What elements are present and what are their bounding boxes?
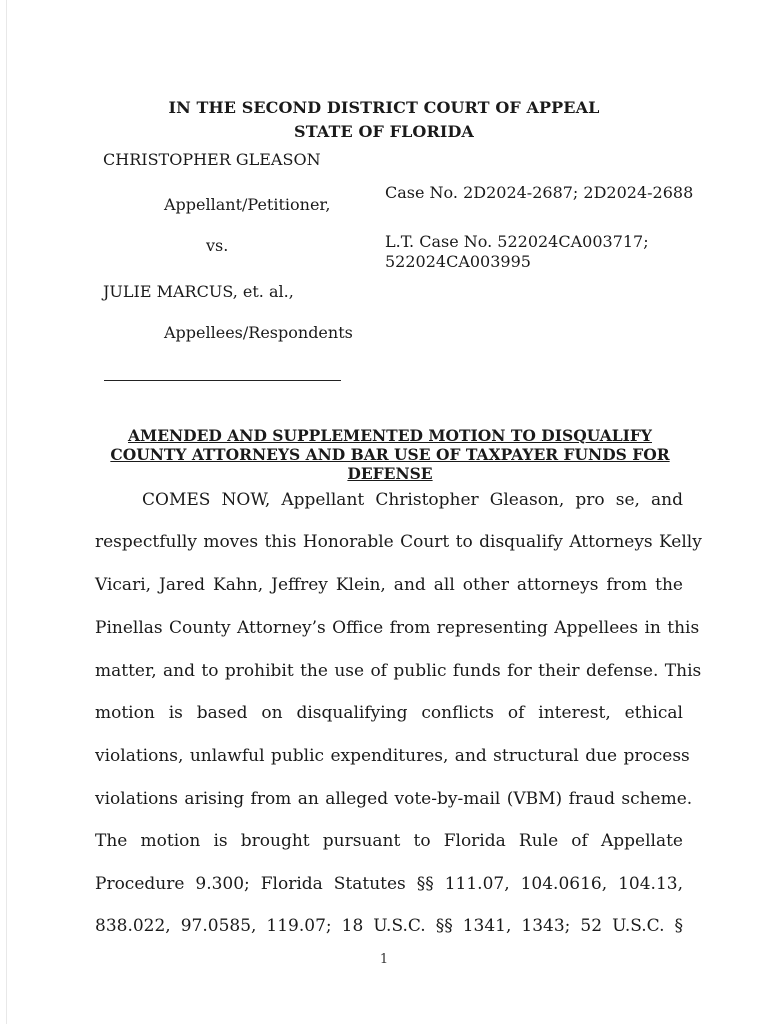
body-line: The motion is brought pursuant to Florida Rule of Appellate (95, 831, 683, 851)
body-line: COMES NOW, Appellant Christopher Gleason, pro se, and (142, 490, 683, 510)
body-line: Vicari, Jared Kahn, Jeffrey Klein, and all other attorneys from the (95, 575, 683, 595)
court-state: STATE OF FLORIDA (294, 122, 474, 141)
motion-title-line: DEFENSE (347, 464, 433, 483)
body-line: Pinellas County Attorney’s Office from representing Appellees in this (95, 618, 700, 638)
appellee-name: JULIE MARCUS, et. al., (103, 282, 294, 301)
motion-title-line: AMENDED AND SUPPLEMENTED MOTION TO DISQUALIFY (128, 426, 652, 445)
caption-divider (104, 380, 341, 381)
body-line: violations arising from an alleged vote-by-mail (VBM) fraud scheme. (95, 789, 693, 809)
body-line: Procedure 9.300; Florida Statutes §§ 111.07, 104.0616, 104.13, (95, 874, 683, 894)
appellant-name: CHRISTOPHER GLEASON (103, 150, 321, 169)
scan-edge (6, 0, 7, 1024)
body-line: respectfully moves this Honorable Court to disqualify Attorneys Kelly (95, 532, 702, 552)
body-line: 838.022, 97.0585, 119.07; 18 U.S.C. §§ 1341, 1343; 52 U.S.C. § (95, 916, 683, 936)
body-line: matter, and to prohibit the use of public funds for their defense. This (95, 661, 702, 681)
case-number: Case No. 2D2024-2687; 2D2024-2688 (385, 183, 694, 202)
appellee-role: Appellees/Respondents (164, 323, 353, 342)
motion-title-line: COUNTY ATTORNEYS AND BAR USE OF TAXPAYER FUNDS FOR (110, 445, 670, 464)
versus-label: vs. (206, 236, 229, 255)
lower-tribunal-case-number: L.T. Case No. 522024CA003717; 522024CA003995 (385, 232, 649, 271)
page-number: 1 (379, 952, 389, 967)
appellant-role: Appellant/Petitioner, (164, 195, 331, 214)
body-line: violations, unlawful public expenditures, and structural due process (95, 746, 690, 766)
court-name: IN THE SECOND DISTRICT COURT OF APPEAL (168, 98, 600, 117)
body-line: motion is based on disqualifying conflicts of interest, ethical (95, 703, 683, 723)
